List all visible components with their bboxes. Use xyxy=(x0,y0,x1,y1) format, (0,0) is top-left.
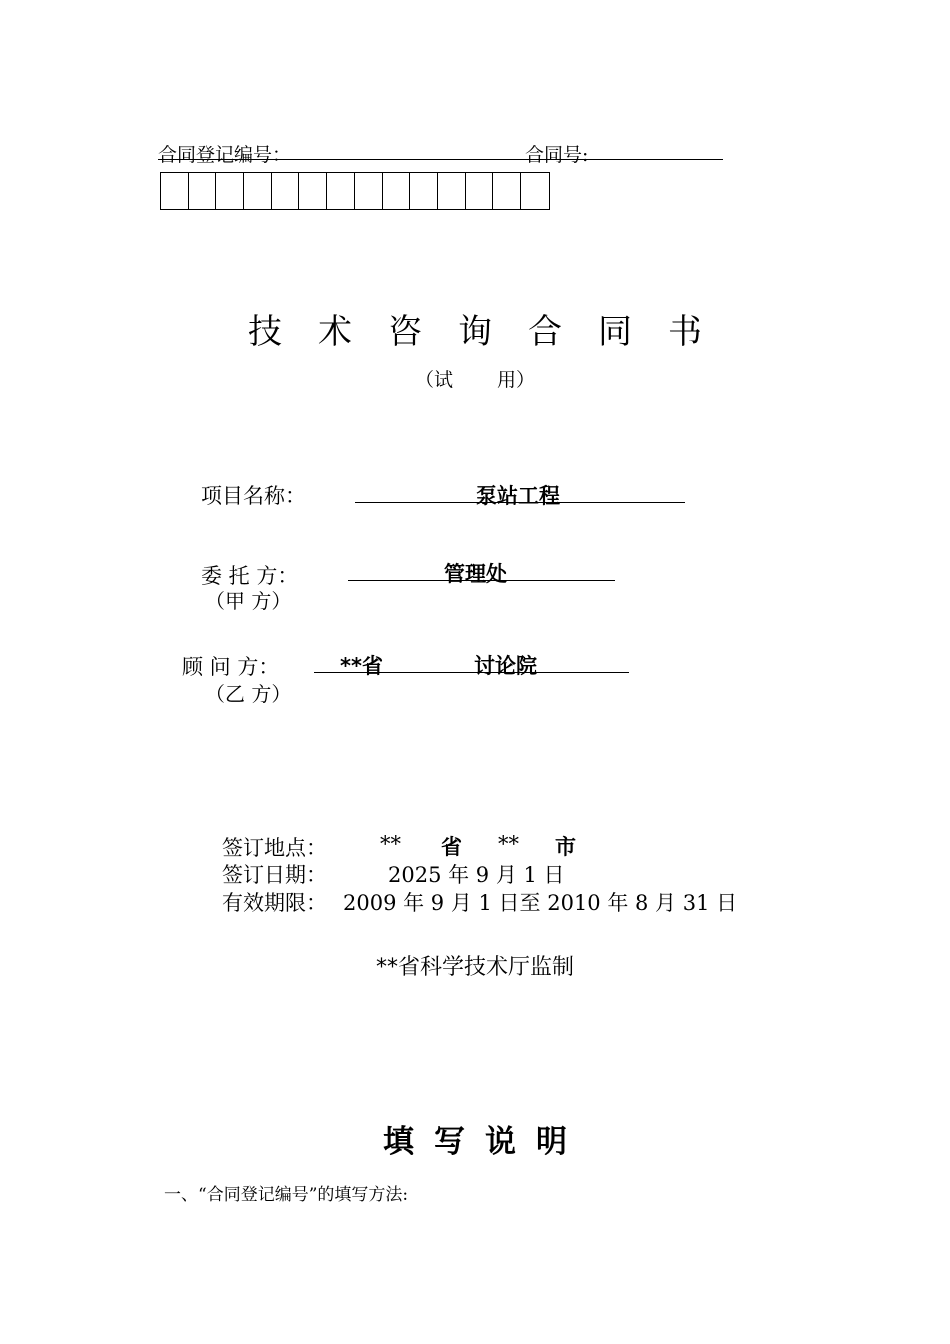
instructions-title: 填写说明 xyxy=(383,1124,587,1160)
subtitle-right: 用） xyxy=(497,369,536,391)
registration-box[interactable] xyxy=(299,173,327,209)
registration-box[interactable] xyxy=(493,173,521,209)
project-name-value[interactable]: 泵站工程 xyxy=(476,484,560,508)
document-title: 技术咨询合同书 xyxy=(248,312,738,352)
registration-box[interactable] xyxy=(466,173,494,209)
project-name-label: 项目名称： xyxy=(201,484,306,508)
supervisor-text: **省科学技术厅监制 xyxy=(375,955,574,980)
registration-box[interactable] xyxy=(438,173,466,209)
instruction-item-1: 一、“合同登记编号”的填写方法: xyxy=(164,1185,409,1205)
subtitle-left: （试 xyxy=(414,369,453,391)
registration-box[interactable] xyxy=(521,173,549,209)
registration-number-boxes xyxy=(160,172,550,210)
client-label: 委 托 方： xyxy=(201,564,299,588)
registration-box[interactable] xyxy=(355,173,383,209)
consultant-label: 顾 问 方： xyxy=(182,655,280,679)
registration-number-label: 合同登记编号： xyxy=(158,144,292,166)
registration-box[interactable] xyxy=(327,173,355,209)
consultant-sub-label: （乙 方） xyxy=(205,682,292,706)
registration-box[interactable] xyxy=(216,173,244,209)
validity-value: 2009 年 9 月 1 日至 2010 年 8 月 31 日 xyxy=(343,891,738,915)
signing-date-value: 2025 年 9 月 1 日 xyxy=(388,863,565,887)
consultant-value-institute[interactable]: 讨论院 xyxy=(474,654,537,678)
registration-box[interactable] xyxy=(272,173,300,209)
signing-place-stars-province: ** xyxy=(380,832,401,856)
registration-box[interactable] xyxy=(410,173,438,209)
signing-place-city: 市 xyxy=(555,835,576,859)
client-value[interactable]: 管理处 xyxy=(444,562,507,586)
signing-place-stars-city: ** xyxy=(498,832,519,856)
document-subtitle xyxy=(0,365,950,392)
consultant-value-province[interactable]: **省 xyxy=(340,654,383,678)
registration-box[interactable] xyxy=(383,173,411,209)
signing-place-label: 签订地点： xyxy=(222,836,327,860)
registration-box[interactable] xyxy=(161,173,189,209)
contract-number-label: 合同号: xyxy=(525,144,589,166)
validity-label: 有效期限： xyxy=(222,891,327,915)
signing-date-label: 签订日期： xyxy=(222,863,327,887)
registration-box[interactable] xyxy=(244,173,272,209)
signing-place-province: 省 xyxy=(441,835,462,859)
registration-box[interactable] xyxy=(189,173,217,209)
header-underline xyxy=(158,159,723,160)
client-sub-label: （甲 方） xyxy=(205,589,292,613)
